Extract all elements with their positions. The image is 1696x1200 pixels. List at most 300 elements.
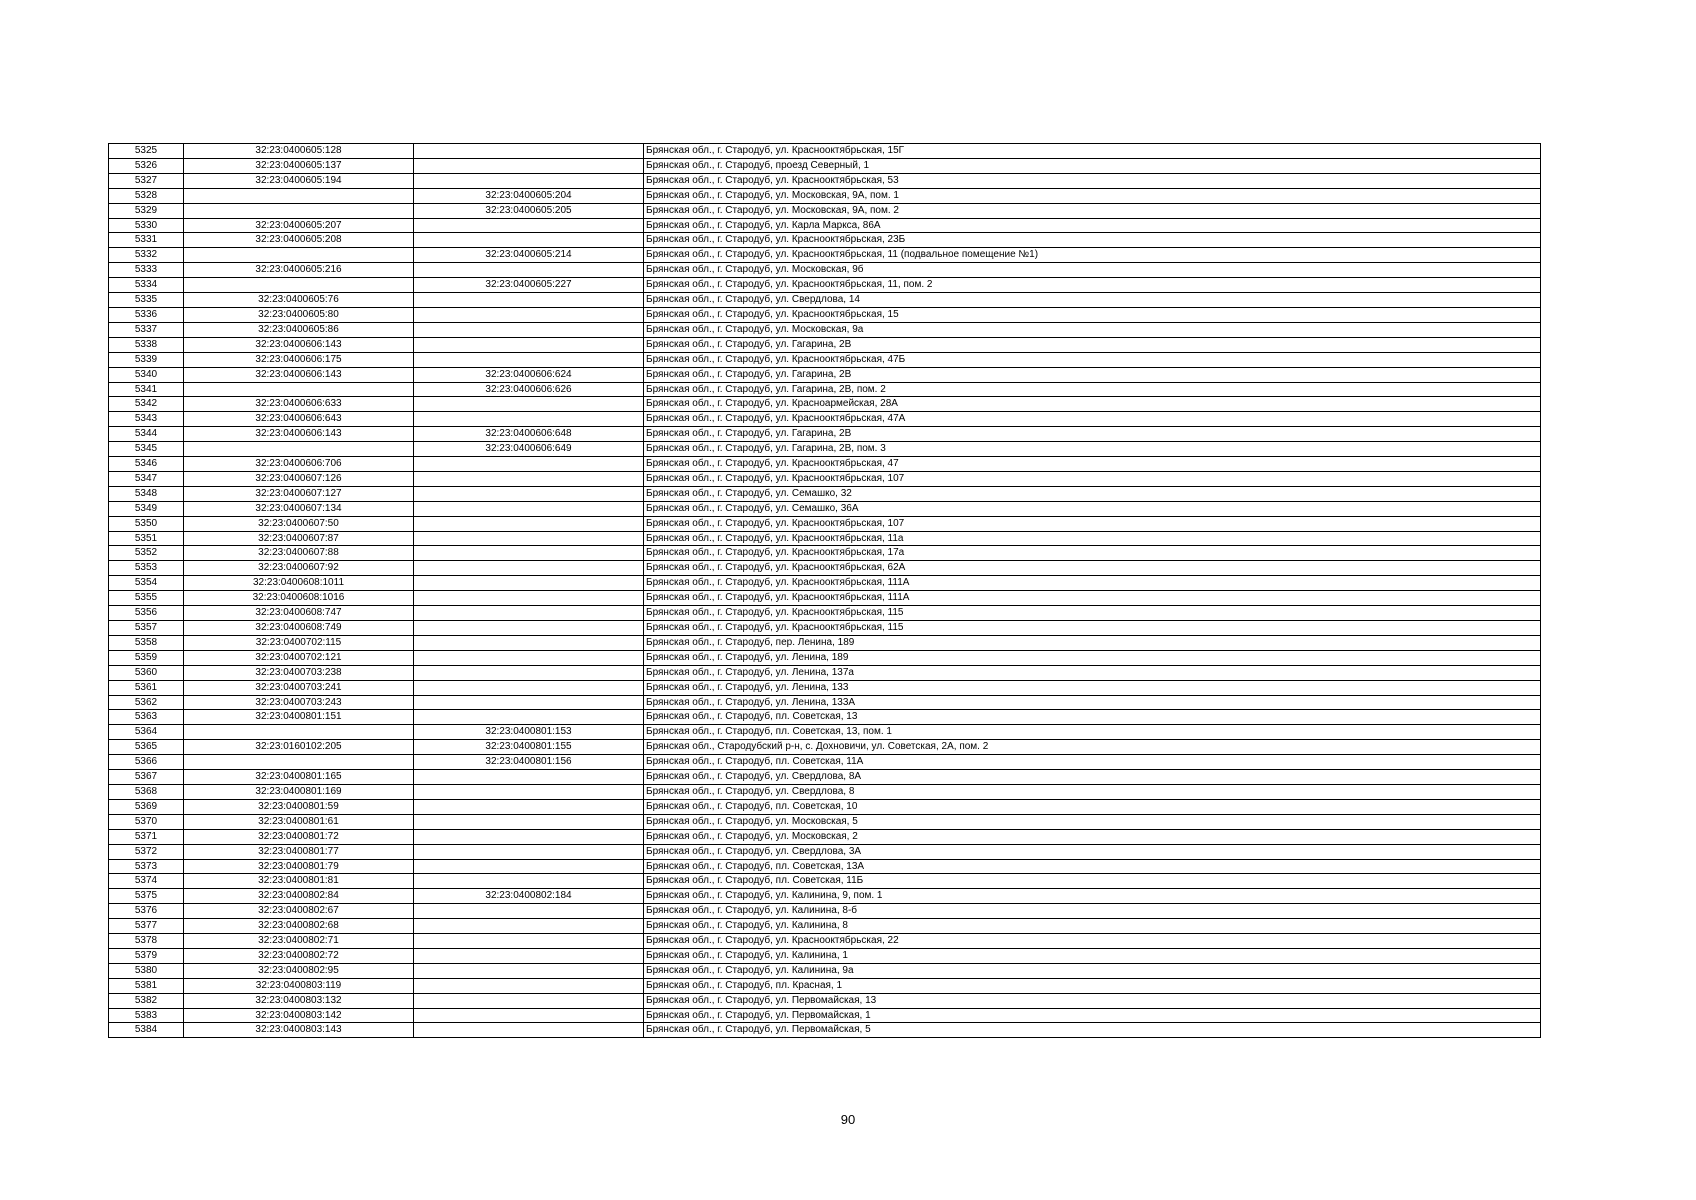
cadastral-number-cell: 32:23:0400802:72 xyxy=(184,948,414,963)
table-row xyxy=(109,889,1541,904)
cadastral-number-cell xyxy=(184,382,414,397)
row-number-cell: 5374 xyxy=(109,874,184,889)
row-number-cell: 5368 xyxy=(109,784,184,799)
address-cell: Брянская обл., г. Стародуб, ул. Гагарина, 2В, пом. 3 xyxy=(644,442,1541,457)
cadastral-number-cell: 32:23:0400605:80 xyxy=(184,307,414,322)
row-number-cell: 5356 xyxy=(109,606,184,621)
table-row xyxy=(109,829,1541,844)
address-cell: Брянская обл., г. Стародуб, ул. Краснооктябрьская, 22 xyxy=(644,934,1541,949)
room-cadastral-number-cell xyxy=(414,576,644,591)
address-cell: Брянская обл., г. Стародуб, ул. Калинина, 8-б xyxy=(644,904,1541,919)
cadastral-number-cell: 32:23:0400605:86 xyxy=(184,322,414,337)
room-cadastral-number-cell xyxy=(414,397,644,412)
row-number-cell: 5364 xyxy=(109,725,184,740)
row-number-cell: 5348 xyxy=(109,486,184,501)
row-number-cell: 5383 xyxy=(109,1008,184,1023)
cadastral-number-cell: 32:23:0400608:747 xyxy=(184,606,414,621)
address-cell: Брянская обл., г. Стародуб, ул. Ленина, 133 xyxy=(644,680,1541,695)
cadastral-number-cell: 32:23:0400803:142 xyxy=(184,1008,414,1023)
room-cadastral-number-cell xyxy=(414,665,644,680)
cadastral-number-cell: 32:23:0400803:119 xyxy=(184,978,414,993)
address-cell: Брянская обл., г. Стародуб, ул. Краснооктябрьская, 62А xyxy=(644,561,1541,576)
cadastral-number-cell: 32:23:0400801:81 xyxy=(184,874,414,889)
row-number-cell: 5339 xyxy=(109,352,184,367)
room-cadastral-number-cell xyxy=(414,814,644,829)
room-cadastral-number-cell xyxy=(414,591,644,606)
cadastral-number-cell: 32:23:0400802:95 xyxy=(184,963,414,978)
room-cadastral-number-cell xyxy=(414,561,644,576)
table-row xyxy=(109,531,1541,546)
room-cadastral-number-cell xyxy=(414,1023,644,1038)
table-row xyxy=(109,934,1541,949)
room-cadastral-number-cell xyxy=(414,322,644,337)
cadastral-number-cell: 32:23:0400802:67 xyxy=(184,904,414,919)
table-row xyxy=(109,635,1541,650)
address-cell: Брянская обл., г. Стародуб, ул. Гагарина, 2В xyxy=(644,367,1541,382)
table-row xyxy=(109,591,1541,606)
row-number-cell: 5329 xyxy=(109,203,184,218)
cadastral-number-cell: 32:23:0400703:238 xyxy=(184,665,414,680)
table-row xyxy=(109,1008,1541,1023)
address-cell: Брянская обл., г. Стародуб, ул. Свердлова, 8 xyxy=(644,784,1541,799)
cadastral-number-cell: 32:23:0400801:79 xyxy=(184,859,414,874)
table-row xyxy=(109,650,1541,665)
cadastral-number-cell: 32:23:0400703:241 xyxy=(184,680,414,695)
row-number-cell: 5333 xyxy=(109,263,184,278)
room-cadastral-number-cell xyxy=(414,963,644,978)
table-row xyxy=(109,948,1541,963)
table-row xyxy=(109,144,1541,159)
cadastral-number-cell: 32:23:0400605:208 xyxy=(184,233,414,248)
row-number-cell: 5370 xyxy=(109,814,184,829)
row-number-cell: 5354 xyxy=(109,576,184,591)
row-number-cell: 5325 xyxy=(109,144,184,159)
address-cell: Брянская обл., г. Стародуб, ул. Свердлова, 8А xyxy=(644,770,1541,785)
row-number-cell: 5351 xyxy=(109,531,184,546)
table-row xyxy=(109,695,1541,710)
cadastral-number-cell: 32:23:0400702:121 xyxy=(184,650,414,665)
cadastral-number-cell: 32:23:0400803:132 xyxy=(184,993,414,1008)
table-row xyxy=(109,859,1541,874)
address-cell: Брянская обл., г. Стародуб, ул. Карла Маркса, 86А xyxy=(644,218,1541,233)
address-cell: Брянская обл., г. Стародуб, ул. Московская, 5 xyxy=(644,814,1541,829)
cadastral-number-cell: 32:23:0400606:143 xyxy=(184,427,414,442)
row-number-cell: 5341 xyxy=(109,382,184,397)
room-cadastral-number-cell: 32:23:0400606:624 xyxy=(414,367,644,382)
table-row xyxy=(109,606,1541,621)
table-row xyxy=(109,248,1541,263)
address-cell: Брянская обл., г. Стародуб, ул. Краснооктябрьская, 115 xyxy=(644,621,1541,636)
address-cell: Брянская обл., г. Стародуб, ул. Краснооктябрьская, 23Б xyxy=(644,233,1541,248)
row-number-cell: 5332 xyxy=(109,248,184,263)
row-number-cell: 5360 xyxy=(109,665,184,680)
table-row xyxy=(109,576,1541,591)
cadastral-number-cell xyxy=(184,248,414,263)
row-number-cell: 5363 xyxy=(109,710,184,725)
address-cell: Брянская обл., г. Стародуб, ул. Московская, 9А, пом. 1 xyxy=(644,188,1541,203)
table-row xyxy=(109,784,1541,799)
cadastral-number-cell: 32:23:0400801:72 xyxy=(184,829,414,844)
address-cell: Брянская обл., г. Стародуб, ул. Краснооктябрьская, 47Б xyxy=(644,352,1541,367)
table-row xyxy=(109,814,1541,829)
address-cell: Брянская обл., г. Стародуб, ул. Калинина, 8 xyxy=(644,919,1541,934)
room-cadastral-number-cell xyxy=(414,293,644,308)
cadastral-number-cell: 32:23:0400607:88 xyxy=(184,546,414,561)
room-cadastral-number-cell xyxy=(414,993,644,1008)
cadastral-number-cell: 32:23:0400801:59 xyxy=(184,799,414,814)
table-row xyxy=(109,516,1541,531)
address-cell: Брянская обл., г. Стародуб, пл. Советская, 13, пом. 1 xyxy=(644,725,1541,740)
room-cadastral-number-cell xyxy=(414,621,644,636)
table-row xyxy=(109,993,1541,1008)
table-row xyxy=(109,799,1541,814)
address-cell: Брянская обл., г. Стародуб, проезд Северный, 1 xyxy=(644,158,1541,173)
row-number-cell: 5338 xyxy=(109,337,184,352)
row-number-cell: 5372 xyxy=(109,844,184,859)
address-cell: Брянская обл., г. Стародуб, ул. Краснооктябрьская, 53 xyxy=(644,173,1541,188)
table-row xyxy=(109,978,1541,993)
table-row xyxy=(109,188,1541,203)
cadastral-number-cell: 32:23:0400608:1016 xyxy=(184,591,414,606)
cadastral-number-cell: 32:23:0160102:205 xyxy=(184,740,414,755)
address-cell: Брянская обл., г. Стародуб, ул. Калинина, 9а xyxy=(644,963,1541,978)
row-number-cell: 5357 xyxy=(109,621,184,636)
cadastral-number-cell: 32:23:0400801:165 xyxy=(184,770,414,785)
address-cell: Брянская обл., г. Стародуб, ул. Семашко, 36А xyxy=(644,501,1541,516)
room-cadastral-number-cell xyxy=(414,799,644,814)
table-row xyxy=(109,457,1541,472)
room-cadastral-number-cell xyxy=(414,158,644,173)
property-table xyxy=(108,143,1541,1038)
room-cadastral-number-cell xyxy=(414,844,644,859)
table-row xyxy=(109,844,1541,859)
row-number-cell: 5335 xyxy=(109,293,184,308)
row-number-cell: 5362 xyxy=(109,695,184,710)
cadastral-number-cell: 32:23:0400607:127 xyxy=(184,486,414,501)
room-cadastral-number-cell xyxy=(414,710,644,725)
table-row xyxy=(109,1023,1541,1038)
table-body xyxy=(109,144,1541,1038)
room-cadastral-number-cell xyxy=(414,606,644,621)
table-row xyxy=(109,412,1541,427)
row-number-cell: 5337 xyxy=(109,322,184,337)
room-cadastral-number-cell xyxy=(414,770,644,785)
address-cell: Брянская обл., г. Стародуб, пл. Советская, 10 xyxy=(644,799,1541,814)
address-cell: Брянская обл., г. Стародуб, ул. Краснооктябрьская, 11а xyxy=(644,531,1541,546)
table-row xyxy=(109,561,1541,576)
address-cell: Брянская обл., г. Стародуб, ул. Красноармейская, 28А xyxy=(644,397,1541,412)
cadastral-number-cell: 32:23:0400605:137 xyxy=(184,158,414,173)
table-row xyxy=(109,621,1541,636)
room-cadastral-number-cell: 32:23:0400606:649 xyxy=(414,442,644,457)
table-row xyxy=(109,352,1541,367)
room-cadastral-number-cell xyxy=(414,307,644,322)
row-number-cell: 5336 xyxy=(109,307,184,322)
address-cell: Брянская обл., г. Стародуб, пл. Советская, 11Б xyxy=(644,874,1541,889)
room-cadastral-number-cell xyxy=(414,859,644,874)
table-row xyxy=(109,263,1541,278)
cadastral-number-cell: 32:23:0400607:92 xyxy=(184,561,414,576)
row-number-cell: 5375 xyxy=(109,889,184,904)
room-cadastral-number-cell: 32:23:0400802:184 xyxy=(414,889,644,904)
row-number-cell: 5342 xyxy=(109,397,184,412)
address-cell: Брянская обл., г. Стародуб, ул. Первомайская, 5 xyxy=(644,1023,1541,1038)
room-cadastral-number-cell xyxy=(414,218,644,233)
address-cell: Брянская обл., г. Стародуб, ул. Гагарина, 2В, пом. 2 xyxy=(644,382,1541,397)
row-number-cell: 5349 xyxy=(109,501,184,516)
table-row xyxy=(109,919,1541,934)
cadastral-number-cell: 32:23:0400606:633 xyxy=(184,397,414,412)
cadastral-number-cell: 32:23:0400605:216 xyxy=(184,263,414,278)
address-cell: Брянская обл., г. Стародуб, ул. Краснооктябрьская, 47 xyxy=(644,457,1541,472)
address-cell: Брянская обл., г. Стародуб, ул. Краснооктябрьская, 15 xyxy=(644,307,1541,322)
row-number-cell: 5378 xyxy=(109,934,184,949)
cadastral-number-cell: 32:23:0400608:749 xyxy=(184,621,414,636)
row-number-cell: 5350 xyxy=(109,516,184,531)
cadastral-number-cell: 32:23:0400607:134 xyxy=(184,501,414,516)
row-number-cell: 5380 xyxy=(109,963,184,978)
cadastral-number-cell: 32:23:0400606:643 xyxy=(184,412,414,427)
room-cadastral-number-cell: 32:23:0400605:227 xyxy=(414,278,644,293)
cadastral-number-cell: 32:23:0400801:169 xyxy=(184,784,414,799)
row-number-cell: 5330 xyxy=(109,218,184,233)
cadastral-number-cell: 32:23:0400801:77 xyxy=(184,844,414,859)
address-cell: Брянская обл., г. Стародуб, ул. Ленина, 133А xyxy=(644,695,1541,710)
room-cadastral-number-cell xyxy=(414,263,644,278)
address-cell: Брянская обл., Стародубский р-н, с. Дохновичи, ул. Советская, 2А, пом. 2 xyxy=(644,740,1541,755)
address-cell: Брянская обл., г. Стародуб, пер. Ленина, 189 xyxy=(644,635,1541,650)
room-cadastral-number-cell: 32:23:0400801:156 xyxy=(414,755,644,770)
row-number-cell: 5366 xyxy=(109,755,184,770)
row-number-cell: 5326 xyxy=(109,158,184,173)
table-row xyxy=(109,546,1541,561)
room-cadastral-number-cell xyxy=(414,501,644,516)
room-cadastral-number-cell xyxy=(414,904,644,919)
address-cell: Брянская обл., г. Стародуб, ул. Краснооктябрьская, 47А xyxy=(644,412,1541,427)
address-cell: Брянская обл., г. Стародуб, ул. Московская, 9А, пом. 2 xyxy=(644,203,1541,218)
table-row xyxy=(109,755,1541,770)
cadastral-number-cell: 32:23:0400608:1011 xyxy=(184,576,414,591)
table-row xyxy=(109,322,1541,337)
cadastral-number-cell: 32:23:0400802:68 xyxy=(184,919,414,934)
table-row xyxy=(109,874,1541,889)
row-number-cell: 5328 xyxy=(109,188,184,203)
cadastral-number-cell xyxy=(184,188,414,203)
address-cell: Брянская обл., г. Стародуб, ул. Семашко, 32 xyxy=(644,486,1541,501)
table-row xyxy=(109,337,1541,352)
address-cell: Брянская обл., г. Стародуб, ул. Московская, 9б xyxy=(644,263,1541,278)
address-cell: Брянская обл., г. Стародуб, ул. Гагарина, 2В xyxy=(644,427,1541,442)
table-row xyxy=(109,278,1541,293)
address-cell: Брянская обл., г. Стародуб, ул. Краснооктябрьская, 15Г xyxy=(644,144,1541,159)
cadastral-number-cell: 32:23:0400605:207 xyxy=(184,218,414,233)
room-cadastral-number-cell xyxy=(414,874,644,889)
cadastral-number-cell: 32:23:0400606:706 xyxy=(184,457,414,472)
table-row xyxy=(109,158,1541,173)
table-row xyxy=(109,740,1541,755)
room-cadastral-number-cell xyxy=(414,1008,644,1023)
table-row xyxy=(109,307,1541,322)
table-row xyxy=(109,486,1541,501)
room-cadastral-number-cell: 32:23:0400605:214 xyxy=(414,248,644,263)
row-number-cell: 5358 xyxy=(109,635,184,650)
cadastral-number-cell: 32:23:0400802:84 xyxy=(184,889,414,904)
row-number-cell: 5344 xyxy=(109,427,184,442)
row-number-cell: 5379 xyxy=(109,948,184,963)
row-number-cell: 5331 xyxy=(109,233,184,248)
room-cadastral-number-cell xyxy=(414,948,644,963)
row-number-cell: 5377 xyxy=(109,919,184,934)
cadastral-number-cell: 32:23:0400606:175 xyxy=(184,352,414,367)
room-cadastral-number-cell xyxy=(414,546,644,561)
room-cadastral-number-cell: 32:23:0400801:153 xyxy=(414,725,644,740)
address-cell: Брянская обл., г. Стародуб, ул. Первомайская, 13 xyxy=(644,993,1541,1008)
address-cell: Брянская обл., г. Стародуб, ул. Гагарина, 2В xyxy=(644,337,1541,352)
address-cell: Брянская обл., г. Стародуб, ул. Калинина, 9, пом. 1 xyxy=(644,889,1541,904)
room-cadastral-number-cell xyxy=(414,919,644,934)
table-row xyxy=(109,367,1541,382)
table-row xyxy=(109,427,1541,442)
row-number-cell: 5367 xyxy=(109,770,184,785)
table-row xyxy=(109,233,1541,248)
row-number-cell: 5376 xyxy=(109,904,184,919)
row-number-cell: 5382 xyxy=(109,993,184,1008)
row-number-cell: 5365 xyxy=(109,740,184,755)
room-cadastral-number-cell xyxy=(414,516,644,531)
address-cell: Брянская обл., г. Стародуб, ул. Краснооктябрьская, 115 xyxy=(644,606,1541,621)
room-cadastral-number-cell xyxy=(414,144,644,159)
table-row xyxy=(109,382,1541,397)
address-cell: Брянская обл., г. Стародуб, ул. Краснооктябрьская, 111А xyxy=(644,576,1541,591)
address-cell: Брянская обл., г. Стародуб, ул. Первомайская, 1 xyxy=(644,1008,1541,1023)
address-cell: Брянская обл., г. Стародуб, ул. Ленина, 189 xyxy=(644,650,1541,665)
address-cell: Брянская обл., г. Стародуб, пл. Советская, 13 xyxy=(644,710,1541,725)
table-row xyxy=(109,203,1541,218)
cadastral-number-cell xyxy=(184,203,414,218)
room-cadastral-number-cell xyxy=(414,650,644,665)
cadastral-number-cell: 32:23:0400606:143 xyxy=(184,367,414,382)
room-cadastral-number-cell xyxy=(414,829,644,844)
address-cell: Брянская обл., г. Стародуб, ул. Ленина, 137а xyxy=(644,665,1541,680)
cadastral-number-cell: 32:23:0400607:126 xyxy=(184,471,414,486)
cadastral-number-cell: 32:23:0400801:151 xyxy=(184,710,414,725)
row-number-cell: 5369 xyxy=(109,799,184,814)
address-cell: Брянская обл., г. Стародуб, ул. Краснооктябрьская, 11 (подвальное помещение №1) xyxy=(644,248,1541,263)
row-number-cell: 5361 xyxy=(109,680,184,695)
table-row xyxy=(109,173,1541,188)
row-number-cell: 5359 xyxy=(109,650,184,665)
row-number-cell: 5352 xyxy=(109,546,184,561)
table-row xyxy=(109,725,1541,740)
address-cell: Брянская обл., г. Стародуб, ул. Краснооктябрьская, 107 xyxy=(644,471,1541,486)
room-cadastral-number-cell xyxy=(414,457,644,472)
row-number-cell: 5346 xyxy=(109,457,184,472)
table-row xyxy=(109,904,1541,919)
cadastral-number-cell xyxy=(184,278,414,293)
cadastral-number-cell: 32:23:0400703:243 xyxy=(184,695,414,710)
address-cell: Брянская обл., г. Стародуб, ул. Московская, 9а xyxy=(644,322,1541,337)
room-cadastral-number-cell xyxy=(414,531,644,546)
room-cadastral-number-cell xyxy=(414,695,644,710)
address-cell: Брянская обл., г. Стародуб, ул. Московская, 2 xyxy=(644,829,1541,844)
room-cadastral-number-cell xyxy=(414,412,644,427)
cadastral-number-cell: 32:23:0400606:143 xyxy=(184,337,414,352)
table-row xyxy=(109,710,1541,725)
room-cadastral-number-cell: 32:23:0400801:155 xyxy=(414,740,644,755)
row-number-cell: 5347 xyxy=(109,471,184,486)
cadastral-number-cell: 32:23:0400605:76 xyxy=(184,293,414,308)
room-cadastral-number-cell xyxy=(414,352,644,367)
table-row xyxy=(109,218,1541,233)
table-row xyxy=(109,442,1541,457)
address-cell: Брянская обл., г. Стародуб, ул. Свердлова, 14 xyxy=(644,293,1541,308)
room-cadastral-number-cell xyxy=(414,486,644,501)
table-row xyxy=(109,501,1541,516)
room-cadastral-number-cell xyxy=(414,635,644,650)
address-cell: Брянская обл., г. Стародуб, пл. Красная, 1 xyxy=(644,978,1541,993)
row-number-cell: 5381 xyxy=(109,978,184,993)
cadastral-number-cell: 32:23:0400607:87 xyxy=(184,531,414,546)
row-number-cell: 5345 xyxy=(109,442,184,457)
row-number-cell: 5327 xyxy=(109,173,184,188)
cadastral-number-cell: 32:23:0400803:143 xyxy=(184,1023,414,1038)
cadastral-number-cell: 32:23:0400605:128 xyxy=(184,144,414,159)
room-cadastral-number-cell xyxy=(414,173,644,188)
table-row xyxy=(109,680,1541,695)
room-cadastral-number-cell xyxy=(414,784,644,799)
cadastral-number-cell: 32:23:0400801:61 xyxy=(184,814,414,829)
cadastral-number-cell xyxy=(184,755,414,770)
room-cadastral-number-cell: 32:23:0400606:648 xyxy=(414,427,644,442)
cadastral-number-cell: 32:23:0400607:50 xyxy=(184,516,414,531)
room-cadastral-number-cell xyxy=(414,337,644,352)
cadastral-number-cell: 32:23:0400605:194 xyxy=(184,173,414,188)
cadastral-number-cell: 32:23:0400802:71 xyxy=(184,934,414,949)
row-number-cell: 5353 xyxy=(109,561,184,576)
cadastral-number-cell: 32:23:0400702:115 xyxy=(184,635,414,650)
room-cadastral-number-cell: 32:23:0400605:204 xyxy=(414,188,644,203)
address-cell: Брянская обл., г. Стародуб, ул. Свердлова, 3А xyxy=(644,844,1541,859)
room-cadastral-number-cell: 32:23:0400605:205 xyxy=(414,203,644,218)
page-number: 90 xyxy=(840,1112,856,1127)
room-cadastral-number-cell xyxy=(414,233,644,248)
address-cell: Брянская обл., г. Стародуб, ул. Краснооктябрьская, 107 xyxy=(644,516,1541,531)
table-row xyxy=(109,397,1541,412)
table-row xyxy=(109,963,1541,978)
address-cell: Брянская обл., г. Стародуб, ул. Калинина, 1 xyxy=(644,948,1541,963)
table-row xyxy=(109,665,1541,680)
row-number-cell: 5371 xyxy=(109,829,184,844)
room-cadastral-number-cell xyxy=(414,978,644,993)
row-number-cell: 5355 xyxy=(109,591,184,606)
address-cell: Брянская обл., г. Стародуб, пл. Советская, 11А xyxy=(644,755,1541,770)
row-number-cell: 5340 xyxy=(109,367,184,382)
room-cadastral-number-cell: 32:23:0400606:626 xyxy=(414,382,644,397)
table-row xyxy=(109,770,1541,785)
address-cell: Брянская обл., г. Стародуб, ул. Краснооктябрьская, 11, пом. 2 xyxy=(644,278,1541,293)
address-cell: Брянская обл., г. Стародуб, ул. Краснооктябрьская, 17а xyxy=(644,546,1541,561)
table-row xyxy=(109,471,1541,486)
room-cadastral-number-cell xyxy=(414,680,644,695)
address-cell: Брянская обл., г. Стародуб, ул. Краснооктябрьская, 111А xyxy=(644,591,1541,606)
room-cadastral-number-cell xyxy=(414,471,644,486)
room-cadastral-number-cell xyxy=(414,934,644,949)
row-number-cell: 5384 xyxy=(109,1023,184,1038)
table-row xyxy=(109,293,1541,308)
cadastral-number-cell xyxy=(184,442,414,457)
cadastral-number-cell xyxy=(184,725,414,740)
row-number-cell: 5343 xyxy=(109,412,184,427)
